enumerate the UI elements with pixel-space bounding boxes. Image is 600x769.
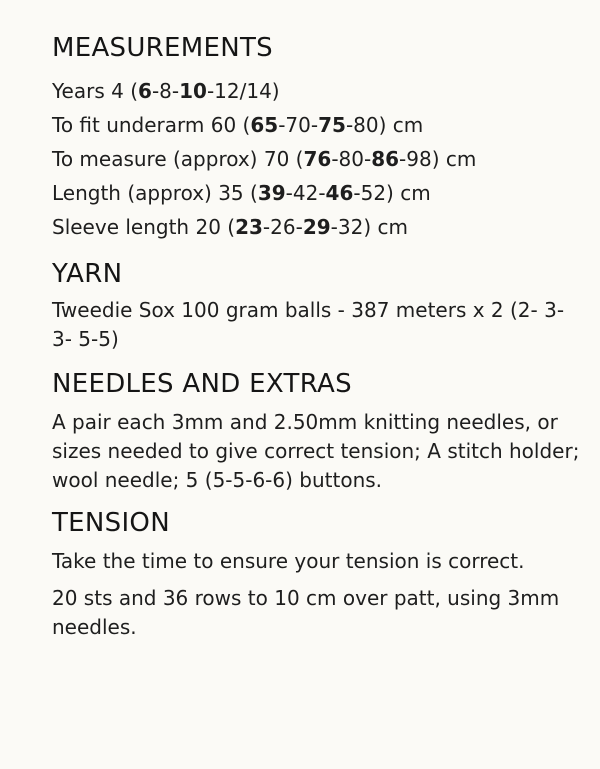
yarn-heading: YARN <box>52 259 123 289</box>
size-value-bold: 65 <box>250 113 279 137</box>
size-value-bold: 86 <box>371 147 400 171</box>
measurement-text: To fit underarm 60 ( <box>52 113 251 137</box>
measurement-text: -70- <box>278 113 319 137</box>
measurement-text: -98) cm <box>399 147 477 171</box>
pattern-content <box>52 28 582 642</box>
size-value-bold: 39 <box>257 181 286 205</box>
measurement-text: To measure (approx) 70 ( <box>52 147 304 171</box>
size-value-bold: 10 <box>179 79 207 103</box>
measurement-text: -8- <box>151 79 180 103</box>
size-value-bold: 76 <box>303 147 332 171</box>
tension-heading: TENSION <box>52 508 170 538</box>
measurement-line-years <box>52 74 582 108</box>
measurement-text: Length (approx) 35 ( <box>52 181 258 205</box>
measurement-text: -26- <box>262 215 303 239</box>
measurement-line-measure <box>52 142 582 176</box>
measurement-line-length <box>52 176 582 210</box>
yarn-text: Tweedie Sox 100 gram balls - 387 meters x 2 (2- 3- 3- 5-5) <box>52 298 565 351</box>
measurement-text: -12/14) <box>206 79 280 103</box>
needles-heading: NEEDLES AND EXTRAS <box>52 369 352 399</box>
tension-note: Take the time to ensure your tension is correct. <box>52 549 525 573</box>
size-value-bold: 29 <box>302 215 331 239</box>
measurement-line-sleeve <box>52 210 582 244</box>
measurement-text: -32) cm <box>330 215 408 239</box>
needles-text: A pair each 3mm and 2.50mm knitting needles, or sizes needed to give correct tension; A stitch holder; wool needle; 5 (5-5-6-6) buttons. <box>52 410 580 492</box>
measurement-text: Years 4 ( <box>52 79 139 103</box>
measurement-text: -52) cm <box>353 181 431 205</box>
measurement-text: -42- <box>285 181 326 205</box>
size-value-bold: 23 <box>235 215 263 239</box>
measurement-line-underarm <box>52 108 582 142</box>
measurements-list <box>52 74 582 244</box>
tension-gauge: 20 sts and 36 rows to 10 cm over patt, using 3mm needles. <box>52 586 560 639</box>
measurements-heading: MEASUREMENTS <box>52 33 273 63</box>
size-value-bold: 46 <box>325 181 354 205</box>
size-value-bold: 6 <box>138 79 152 103</box>
size-value-bold: 75 <box>318 113 346 137</box>
tension-body <box>52 547 582 642</box>
measurement-text: Sleeve length 20 ( <box>52 215 236 239</box>
measurement-text: -80- <box>331 147 372 171</box>
measurement-text: -80) cm <box>345 113 424 137</box>
